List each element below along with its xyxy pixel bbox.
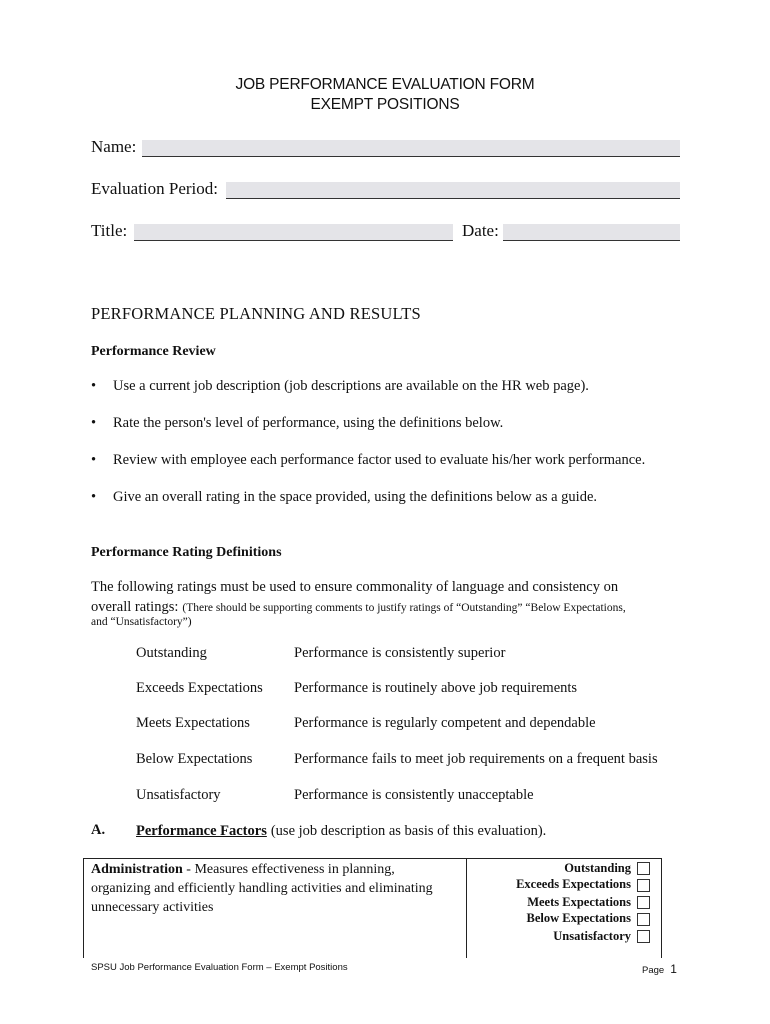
evaluation-period-label: Evaluation Period:: [91, 179, 219, 198]
rating-definition: Performance fails to meet job requirements on a frequent basis: [294, 751, 658, 767]
form-title-line1: JOB PERFORMANCE EVALUATION FORM: [235, 76, 535, 93]
checkbox-exceeds[interactable]: [637, 879, 650, 892]
checkbox-meets[interactable]: [637, 896, 650, 909]
factors-heading: Performance Factors (use job description as basis of this evaluation).: [136, 823, 547, 839]
bullet-icon: •: [91, 452, 97, 468]
bullet-item: • Rate the person's level of performance, using the definitions below.: [91, 415, 504, 431]
bullet-item: • Use a current job description (job descriptions are available on the HR web page).: [91, 378, 589, 394]
definitions-intro-line2: overall ratings: (There should be supporting comments to justify ratings of “Outstanding” “Below Expectations,: [91, 599, 626, 615]
name-field[interactable]: [142, 140, 680, 157]
definitions-intro-line3: and “Unsatisfactory”): [91, 616, 192, 628]
rating-definition: Performance is consistently superior: [294, 645, 506, 661]
option-exceeds-label: Exceeds Expectations: [516, 877, 631, 891]
bullet-icon: •: [91, 415, 97, 431]
option-meets-label: Meets Expectations: [527, 895, 631, 909]
name-label: Name:: [91, 137, 137, 156]
rating-name: Meets Expectations: [136, 715, 250, 731]
option-unsatisfactory-label: Unsatisfactory: [553, 929, 631, 943]
checkbox-outstanding[interactable]: [637, 862, 650, 875]
definitions-intro-line1: The following ratings must be used to ensure commonality of language and consistency on: [91, 579, 619, 595]
checkbox-unsatisfactory[interactable]: [637, 930, 650, 943]
option-outstanding-label: Outstanding: [564, 861, 631, 875]
rating-definitions-heading: Performance Rating Definitions: [91, 545, 282, 560]
factors-letter: A.: [91, 822, 106, 838]
page-number: Page 1: [642, 962, 677, 976]
rating-definition: Performance is consistently unacceptable: [294, 787, 534, 803]
date-label: Date:: [462, 221, 499, 240]
date-field[interactable]: [503, 224, 680, 241]
bullet-item: • Review with employee each performance factor used to evaluate his/her work performance.: [91, 452, 646, 468]
bullet-icon: •: [91, 378, 97, 394]
checkbox-below[interactable]: [637, 913, 650, 926]
rating-name: Below Expectations: [136, 751, 253, 767]
rating-definition: Performance is routinely above job requirements: [294, 680, 578, 696]
rating-name: Exceeds Expectations: [136, 680, 263, 696]
rating-name: Outstanding: [136, 645, 207, 661]
rating-definition: Performance is regularly competent and dependable: [294, 715, 596, 731]
rating-name: Unsatisfactory: [136, 787, 221, 803]
title-field[interactable]: [134, 224, 453, 241]
option-below-label: Below Expectations: [526, 911, 631, 925]
form-title-line2: EXEMPT POSITIONS: [310, 96, 460, 113]
bullet-item: • Give an overall rating in the space provided, using the definitions below as a guide.: [91, 489, 598, 505]
evaluation-period-field[interactable]: [226, 182, 680, 199]
title-label: Title:: [91, 221, 128, 240]
administration-description: Administration - Measures effectiveness in planning, organizing and efficiently handling activities and eliminating unnecessary activities: [91, 862, 433, 915]
section-title: PERFORMANCE PLANNING AND RESULTS: [91, 304, 421, 323]
performance-review-heading: Performance Review: [91, 344, 216, 359]
footer-text: SPSU Job Performance Evaluation Form – Exempt Positions: [91, 962, 348, 973]
table-divider: [466, 858, 467, 958]
bullet-icon: •: [91, 489, 97, 505]
